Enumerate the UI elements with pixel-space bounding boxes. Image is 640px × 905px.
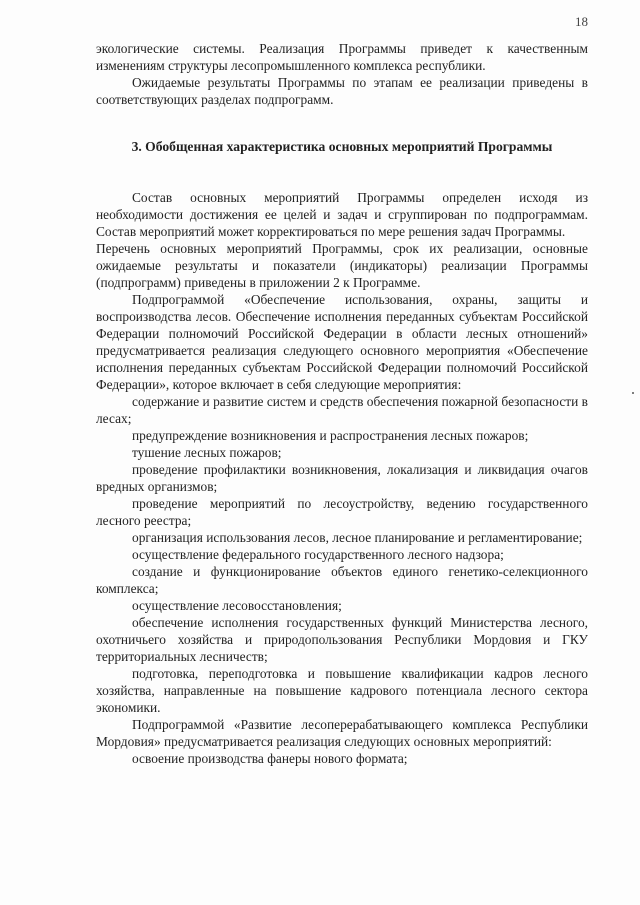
scan-dot: [632, 392, 634, 394]
list-item: подготовка, переподготовка и повышение квалификации кадров лесного хозяйства, направленные на повышение кадрового потенциала лесного сектора экономики.: [96, 666, 588, 715]
list-item: организация использования лесов, лесное планирование и регламентирование;: [132, 530, 583, 545]
list-item: осуществление федерального государственного лесного надзора;: [132, 547, 504, 562]
intro-paragraph-1: экологические системы. Реализация Программы приведет к качественным изменениям структуры лесопромышленного комплекса республики.: [96, 41, 588, 73]
body-paragraph-2: Перечень основных мероприятий Программы, срок их реализации, основные ожидаемые результаты и показатели (индикаторы) реализации Программы (подпрограмм) приведены в приложении 2 к Программе.: [96, 241, 588, 290]
list-item: проведение мероприятий по лесоустройству, ведению государственного лесного реестра;: [96, 496, 588, 528]
list-item: осуществление лесовосстановления;: [132, 598, 342, 613]
list-item: проведение профилактики возникновения, локализация и ликвидация очагов вредных организмов;: [96, 462, 588, 494]
list-item: освоение производства фанеры нового формата;: [132, 751, 408, 766]
body-paragraph-1: Состав основных мероприятий Программы определен исходя из необходимости достижения ее целей и задач и сгруппирован по подпрограммам. Состав мероприятий может корректироваться по мере решения задач Программы.: [96, 190, 588, 239]
body-paragraph-3: Подпрограммой «Обеспечение использования, охраны, защиты и воспроизводства лесов. Обеспечение исполнения переданных субъектам Российской Федерации полномочий Российской Федерации в области лесных отношений» предусматривается реализация следующего основного мероприятия «Обеспечение исполнения переданных субъектам Российской Федерации полномочий Российской Федерации», которое включает в себя следующие мероприятия:: [96, 292, 588, 392]
closing-paragraph: Подпрограммой «Развитие лесоперерабатывающего комплекса Республики Мордовия» предусматривается реализация следующих основных мероприятий:: [96, 717, 588, 749]
intro-paragraph-2: Ожидаемые результаты Программы по этапам ее реализации приведены в соответствующих разделах подпрограмм.: [96, 75, 588, 107]
list-item: тушение лесных пожаров;: [132, 445, 282, 460]
section-title: 3. Обобщенная характеристика основных мероприятий Программы: [131, 139, 553, 154]
list-item: содержание и развитие систем и средств обеспечения пожарной безопасности в лесах;: [96, 394, 588, 426]
page-number: 18: [575, 14, 588, 29]
list-item: предупреждение возникновения и распространения лесных пожаров;: [132, 428, 529, 443]
page-content: [96, 40, 588, 767]
list-item: обеспечение исполнения государственных функций Министерства лесного, охотничьего хозяйства и природопользования Республики Мордовия и ГКУ территориальных лесничеств;: [96, 615, 588, 664]
list-item: создание и функционирование объектов единого генетико-селекционного комплекса;: [96, 564, 588, 596]
